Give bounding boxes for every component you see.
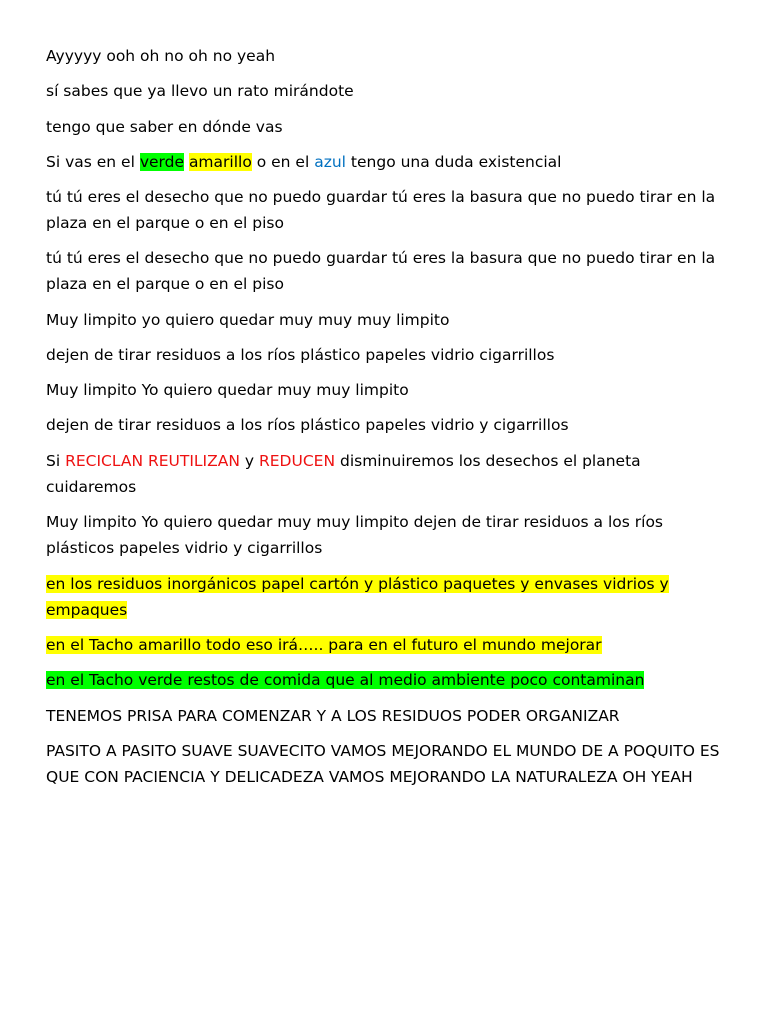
lyric-line-11 [46,448,726,500]
lyric-line-13 [46,571,726,623]
lyric-line-16: TENEMOS PRISA PARA COMENZAR Y A LOS RESIDUOS PODER ORGANIZAR [46,707,620,725]
highlight-inorganicos: en los residuos inorgánicos papel cartón y plástico paquetes y envases vidrios y empaques [46,575,669,619]
lyric-line-7: Muy limpito yo quiero quedar muy muy muy limpito [46,311,450,329]
lyric-line-9: Muy limpito Yo quiero quedar muy muy limpito [46,381,409,399]
highlight-verde: verde [139,153,184,171]
lyric-line-2: sí sabes que ya llevo un rato mirándote [46,82,354,100]
red-word-reducen: REDUCEN [258,452,336,470]
lyric-line-3: tengo que saber en dónde vas [46,118,283,136]
lyric-line-4 [46,149,726,175]
lyric-line-5: tú tú eres el desecho que no puedo guardar tú eres la basura que no puedo tirar en la plaza en el parque o en el piso [46,188,716,232]
lyric-line-12: Muy limpito Yo quiero quedar muy muy limpito dejen de tirar residuos a los ríos plásticos papeles vidrio y cigarrillos [46,513,664,557]
lyric-line-6: tú tú eres el desecho que no puedo guardar tú eres la basura que no puedo tirar en la plaza en el parque o en el piso [46,249,716,293]
lyric-line-4-suffix: tengo una duda existencial [345,153,562,171]
lyric-line-11-prefix: Si [46,452,66,470]
lyric-line-14 [46,632,726,658]
lyric-line-11-y: y [239,452,259,470]
lyric-line-1: Ayyyyy ooh oh no oh no yeah [46,47,276,65]
blue-word-azul: azul [314,153,346,171]
red-words-reciclan-reutilizan: RECICLAN REUTILIZAN [65,452,240,470]
highlight-amarillo: amarillo [188,153,252,171]
lyric-line-15 [46,667,726,693]
highlight-tacho-amarillo: en el Tacho amarillo todo eso irá….. para en el futuro el mundo mejorar [46,636,602,654]
highlight-tacho-verde: en el Tacho verde restos de comida que al medio ambiente poco contaminan [46,671,645,689]
lyric-line-4-middle: o en el [251,153,315,171]
lyric-line-10: dejen de tirar residuos a los ríos plástico papeles vidrio y cigarrillos [46,416,569,434]
lyric-line-4-prefix: Si vas en el [46,153,140,171]
lyric-line-17: PASITO A PASITO SUAVE SUAVECITO VAMOS MEJORANDO EL MUNDO DE A POQUITO ES QUE CON PACIENCIA Y DELICADEZA VAMOS MEJORANDO LA NATURALEZA OH YEAH [46,742,720,786]
lyric-line-11-suffix: disminuiremos los desechos el planeta cuidaremos [46,452,641,496]
lyric-line-8: dejen de tirar residuos a los ríos plástico papeles vidrio cigarrillos [46,346,555,364]
